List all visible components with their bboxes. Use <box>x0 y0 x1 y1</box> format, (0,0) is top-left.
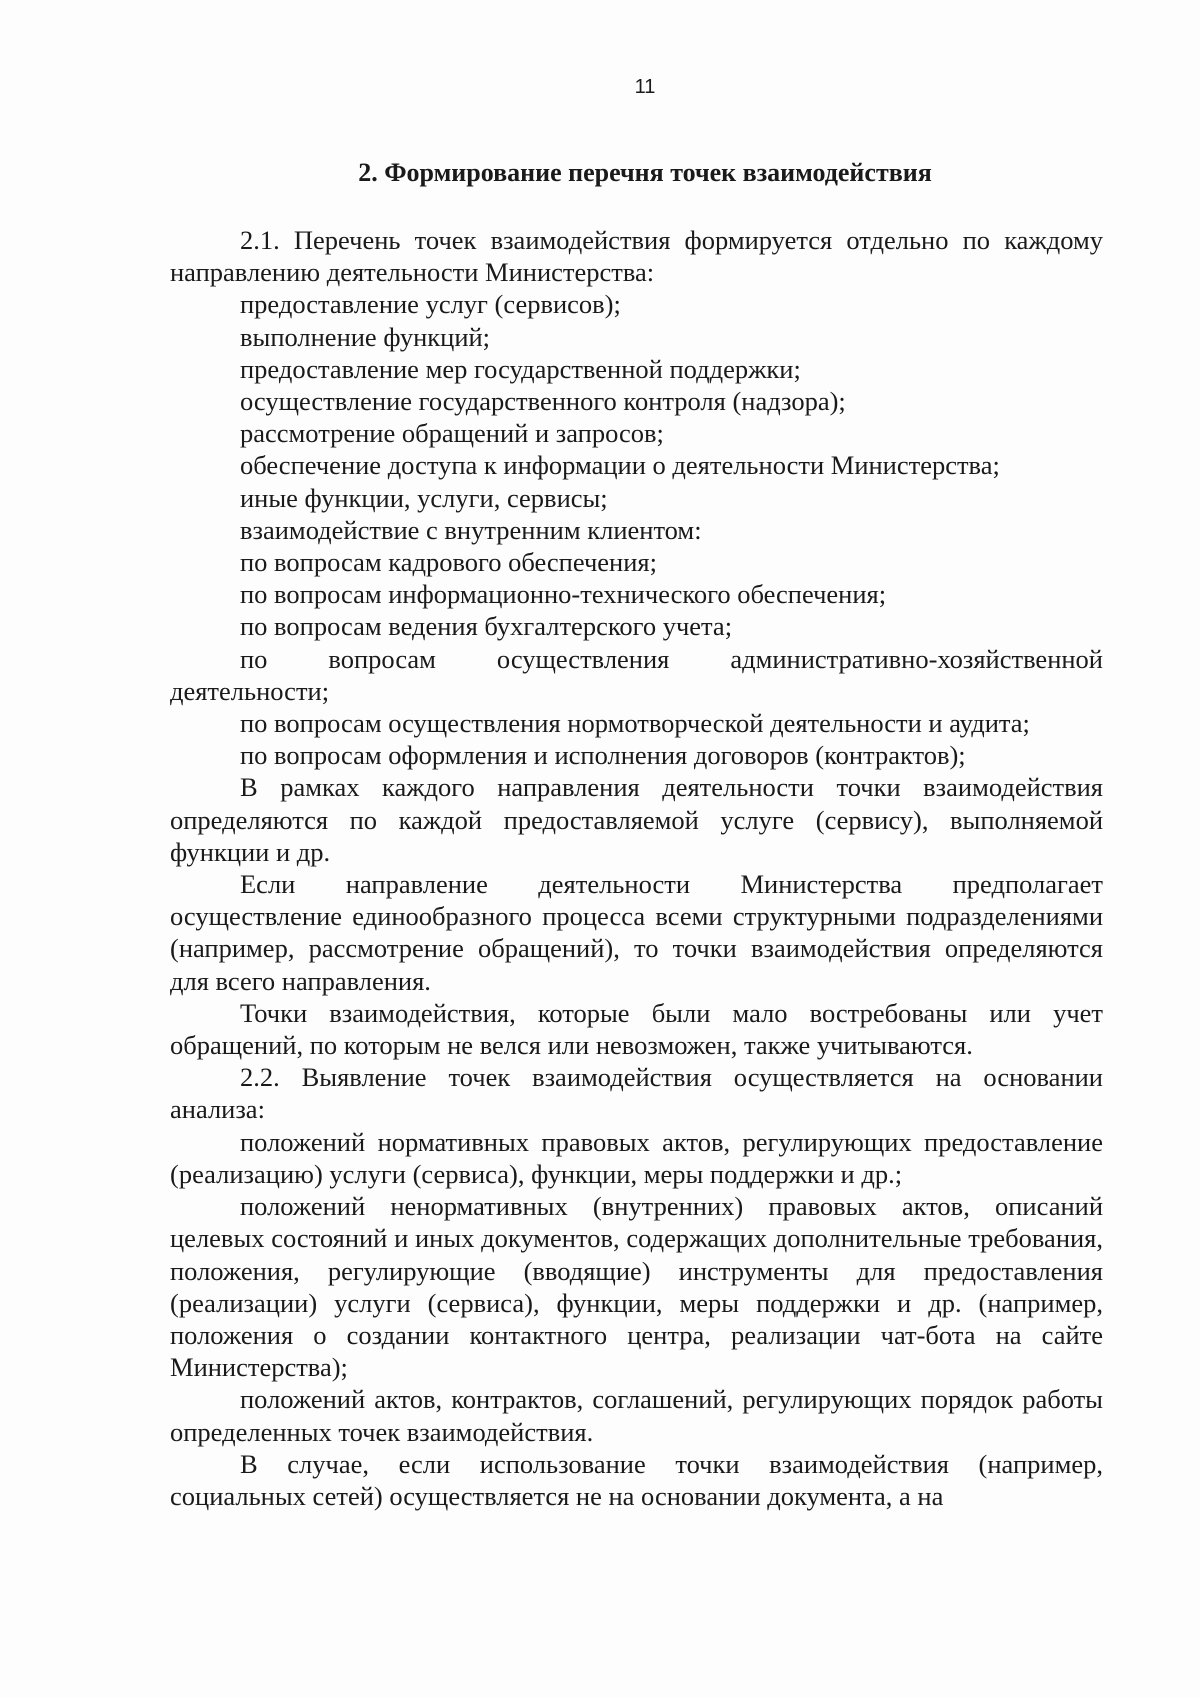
list-item: по вопросам кадрового обеспечения; <box>240 547 657 578</box>
list-item: осуществление государственного контроля (надзора); <box>240 386 846 417</box>
page-number: 11 <box>634 76 656 98</box>
list-item: выполнение функций; <box>240 321 491 352</box>
paragraph-2-1: 2.1. Перечень точек взаимодействия формируется отдельно по каждому направлению деятельности Министерства: <box>170 225 1103 288</box>
list-item: взаимодействие с внутренним клиентом: <box>240 514 702 545</box>
paragraph: В рамках каждого направления деятельности точки взаимодействия определяются по каждой предоставляемой услуге (сервису), выполняемой функции и др. <box>170 772 1103 867</box>
list-item: по вопросам информационно-технического обеспечения; <box>240 579 887 610</box>
paragraph: положений актов, контрактов, соглашений, регулирующих порядок работы определенных точек взаимодействия. <box>170 1384 1103 1447</box>
list-item: предоставление услуг (сервисов); <box>240 289 621 320</box>
paragraph: Если направление деятельности Министерства предполагает осуществление единообразного процесса всеми структурными подразделениями (например, рассмотрение обращений), то точки взаимодействия определяются для всего направления. <box>170 869 1103 996</box>
list-item: рассмотрение обращений и запросов; <box>240 418 664 449</box>
list-item: обеспечение доступа к информации о деятельности Министерства; <box>240 450 1000 481</box>
list-item: по вопросам осуществления нормотворческой деятельности и аудита; <box>240 708 1030 739</box>
paragraph-2-2: 2.2. Выявление точек взаимодействия осуществляется на основании анализа: <box>170 1062 1103 1125</box>
list-item: по вопросам оформления и исполнения договоров (контрактов); <box>240 740 966 771</box>
paragraph: В случае, если использование точки взаимодействия (например, социальных сетей) осуществляется не на основании документа, а на <box>170 1448 1103 1511</box>
paragraph: Точки взаимодействия, которые были мало востребованы или учет обращений, по которым не велся или невозможен, также учитываются. <box>170 997 1103 1061</box>
paragraph: положений нормативных правовых актов, регулирующих предоставление (реализацию) услуги (сервиса), функции, меры поддержки и др.; <box>170 1126 1103 1189</box>
list-item: по вопросам ведения бухгалтерского учета; <box>240 611 733 642</box>
list-item: по вопросам осуществления административно-хозяйственной деятельности; <box>170 643 1103 706</box>
section-heading: 2. Формирование перечня точек взаимодействия <box>358 158 932 187</box>
list-item: предоставление мер государственной поддержки; <box>240 353 801 384</box>
document-body <box>170 224 1103 1512</box>
paragraph: положений ненормативных (внутренних) правовых актов, описаний целевых состояний и иных документов, содержащих дополнительные требования, положения, регулирующие (вводящие) инструменты для предоставления (реализации) услуги (сервиса), функции, меры поддержки и др. (например, положения о создании контактного центра, реализации чат-бота на сайте Министерства); <box>170 1191 1103 1383</box>
list-item: иные функции, услуги, сервисы; <box>240 482 608 513</box>
